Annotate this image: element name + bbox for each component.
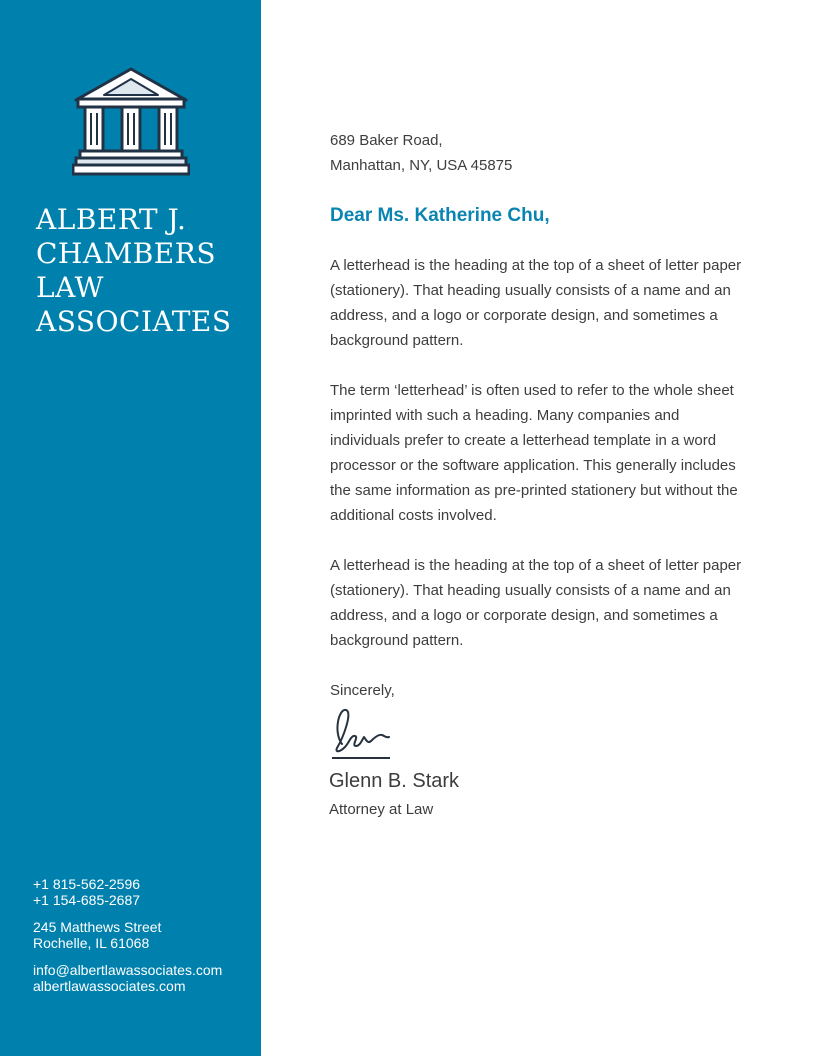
courthouse-icon: [72, 66, 190, 182]
phone-number: +1 154-685-2687: [33, 892, 141, 908]
phone-numbers: [33, 876, 253, 908]
firm-name: [36, 203, 251, 339]
address-line: Rochelle, IL 61068: [33, 935, 150, 951]
signer-title: Attorney at Law: [329, 801, 434, 818]
firm-name-line: CHAMBERS: [36, 237, 217, 270]
firm-name-line: LAW: [36, 271, 104, 304]
phone-number: +1 815-562-2596: [33, 876, 141, 892]
email-address: info@albertlawassociates.com: [33, 962, 223, 978]
signature-icon: [329, 704, 395, 762]
firm-name-line: ASSOCIATES: [36, 305, 232, 338]
website-url: albertlawassociates.com: [33, 978, 186, 994]
recipient-address-line: 689 Baker Road,: [330, 132, 443, 149]
letterhead-sidebar: [0, 0, 261, 1056]
web-contacts: [33, 962, 253, 994]
letter-paragraph: A letterhead is the heading at the top of a sheet of letter paper (stationery). That heading usually consists of a name and an address, and a logo or corporate design, and sometimes a background pattern.: [330, 557, 742, 649]
letter-paragraph: A letterhead is the heading at the top of a sheet of letter paper (stationery). That heading usually consists of a name and an address, and a logo or corporate design, and sometimes a background pattern.: [330, 257, 742, 349]
recipient-address: [330, 128, 750, 178]
firm-name-line: ALBERT J.: [36, 203, 187, 236]
signer-name: Glenn B. Stark: [329, 770, 460, 792]
address-line: 245 Matthews Street: [33, 919, 162, 935]
firm-address: [33, 919, 253, 951]
salutation: Dear Ms. Katherine Chu,: [330, 205, 550, 226]
closing: Sincerely,: [330, 682, 395, 699]
letter-paragraph: The term ‘letterhead’ is often used to refer to the whole sheet imprinted with such a heading. Many companies and individuals prefer to create a letterhead template in a word processor or the software application. This generally includes the same information as pre-printed stationery but without the additional costs involved.: [330, 382, 738, 524]
recipient-address-line: Manhattan, NY, USA 45875: [330, 157, 513, 174]
